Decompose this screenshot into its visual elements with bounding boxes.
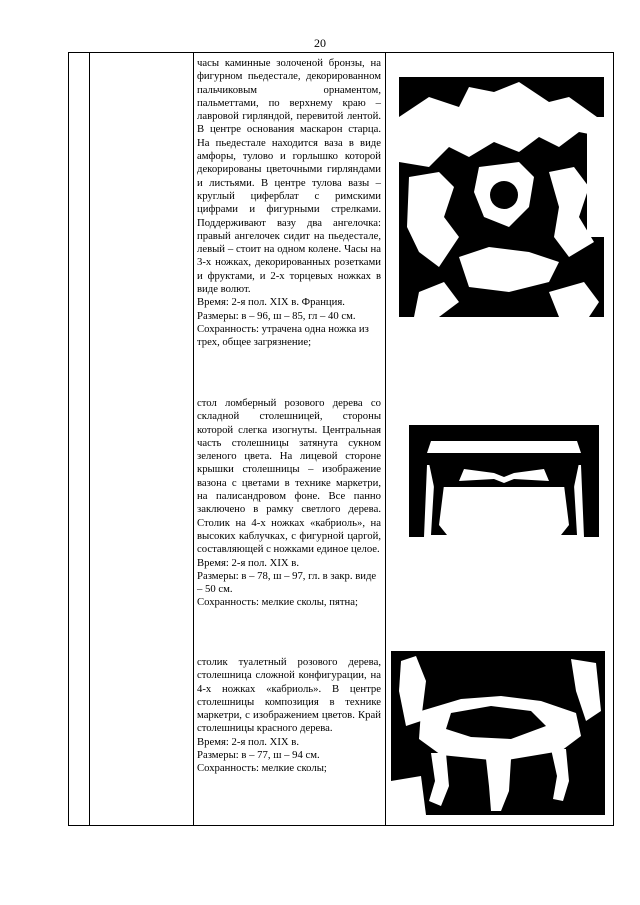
- entry-condition: Сохранность: мелкие сколы;: [197, 762, 327, 775]
- entry-time: Время: 2-я пол. XIX в. Франция.: [197, 296, 345, 309]
- entry-card-table: [197, 397, 381, 610]
- entry-time: Время: 2-я пол. XIX в.: [197, 735, 300, 748]
- entry-condition: Сохранность: утрачена одна ножка из трех, общее загрязнение;: [197, 322, 369, 349]
- entry-condition: Сохранность: мелкие сколы, пятна;: [197, 596, 358, 609]
- dressing-table-photo: [391, 651, 605, 815]
- page-number: 20: [314, 36, 326, 50]
- column-divider: [385, 53, 386, 825]
- entry-description: стол ломберный розового дерева со складной столешницей, стороны которой слегка изогнуты. Центральная часть столешницы затянута сукном зеленого цвета. На лицевой стороне крышки столешницы – изображение вазона с цветами в технике маркетри, на палисандровом фоне. Все панно заключено в рамку светлого дерева. Столик на 4-х ножках «кабриоль», на высоких каблучках, с фигурной царгой, составляющей с ножками единое целое.: [197, 397, 381, 556]
- entry-size: Размеры: в – 96, ш – 85, гл – 40 см.: [197, 309, 356, 322]
- entry-description: часы каминные золоченой бронзы, на фигурном пьедестале, декорированном пальчиковым орнаментом, пальметтами, по верхнему краю – лавровой гирляндой, перевитой лентой. В центре основания маскарон старца. На пьедестале находится ваза в виде амфоры, тулово и горлышко которой декорированы цветочными гирляндами и листьями. В центре тулова вазы – круглый циферблат с римскими цифрами и фигурными стрелками. Поддерживают вазу два ангелочка: правый ангелочек сидит на пьедестале, левый – стоит на одном колене. Часы на 3-х ножках, декорированных розетками и фруктами, и 2-х торцевых ножках в виде волют.: [197, 57, 381, 296]
- column-divider: [89, 53, 90, 825]
- entry-size: Размеры: в – 78, ш – 97, гл. в закр. виде – 50 см.: [197, 569, 377, 596]
- column-divider: [193, 53, 194, 825]
- card-table-photo: [409, 425, 599, 537]
- entry-time: Время: 2-я пол. XIX в.: [197, 556, 300, 569]
- entry-description: столик туалетный розового дерева, столешница сложной конфигурации, на 4-х ножках «кабриоль». В центре столешницы композиция в технике маркетри, с изображением цветов. Край столешницы красного дерева.: [197, 656, 381, 735]
- entry-clock: [197, 57, 381, 350]
- entry-dressing-table: [197, 656, 381, 776]
- inventory-table: [68, 52, 614, 826]
- entry-size: Размеры: в – 77, ш – 94 см.: [197, 749, 320, 762]
- clock-photo: [399, 77, 604, 317]
